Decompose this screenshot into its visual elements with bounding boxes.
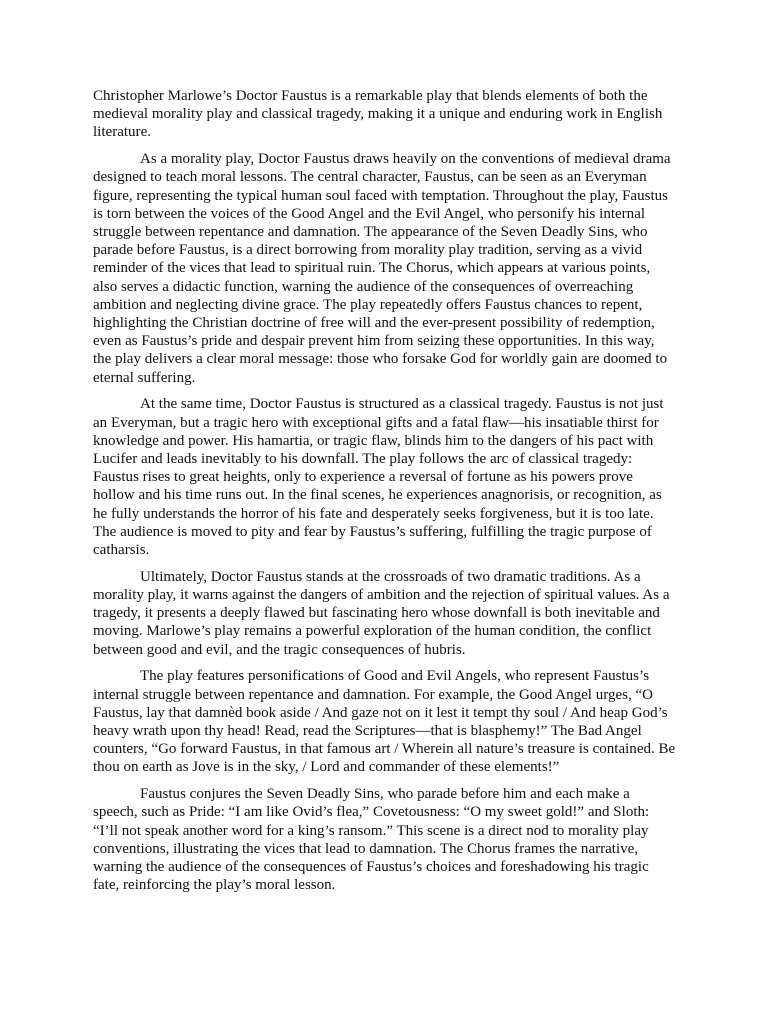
classical-tragedy-paragraph: At the same time, Doctor Faustus is structured as a classical tragedy. Faustus is not just an Everyman, but a tragic hero with exceptional gifts and a fatal flaw—his insatiable thirst for knowledge and power. His hamartia, or tragic flaw, blinds him to the dangers of his pact with Lucifer and leads inevitably to his downfall. The play follows the arc of classical tragedy: Faustus rises to great heights, only to experience a reversal of fortune as his powers prove hollow and his time runs out. In the final scenes, he experiences anagnorisis, or recognition, as he fully understands the horror of his fate and desperately seeks forgiveness, but it is too late. The audience is moved to pity and fear by Faustus’s suffering, fulfilling the tragic purpose of catharsis.: [93, 396, 664, 559]
morality-play-paragraph: As a morality play, Doctor Faustus draws heavily on the conventions of medieval drama designed to teach moral lessons. The central character, Faustus, can be seen as an Everyman figure, representing the typical human soul faced with temptation. Throughout the play, Faustus is torn between the voices of the Good Angel and the Evil Angel, who personify his internal struggle between repentance and damnation. The appearance of the Seven Deadly Sins, who parade before Faustus, is a direct borrowing from morality play tradition, serving as a vivid reminder of the vices that lead to spiritual ruin. The Chorus, which appears at various points, also serves a didactic function, warning the audience of the consequences of overreaching ambition and neglecting divine grace. The play repeatedly offers Faustus chances to repent, highlighting the Christian doctrine of free will and the ever-present possibility of redemption, even as Faustus’s pride and despair prevent him from seizing these opportunities. In this way, the play delivers a clear moral message: those who forsake God for worldly gain are doomed to eternal suffering.: [93, 151, 671, 386]
deadly-sins-paragraph: Faustus conjures the Seven Deadly Sins, who parade before him and each make a speech, such as Pride: “I am like Ovid’s flea,” Covetousness: “O my sweet gold!” and Sloth: “I’ll not speak another word for a king’s ransom.” This scene is a direct nod to morality play conventions, illustrating the vices that lead to damnation. The Chorus frames the narrative, warning the audience of the consequences of Faustus’s choices and foreshadowing his tragic fate, reinforcing the play’s moral lesson.: [93, 786, 650, 894]
document-page: [93, 87, 676, 903]
angels-paragraph: The play features personifications of Good and Evil Angels, who represent Faustus’s internal struggle between repentance and damnation. For example, the Good Angel urges, “O Faustus, lay that damnèd book aside / And gaze not on it lest it tempt thy soul / And heap God’s heavy wrath upon thy head! Read, read the Scriptures—that is blasphemy!” The Bad Angel counters, “Go forward Faustus, in that famous art / Wherein all nature’s treasure is contained. Be thou on earth as Jove is in the sky, / Lord and commander of these elements!”: [93, 668, 676, 776]
intro-paragraph: Christopher Marlowe’s Doctor Faustus is a remarkable play that blends elements of both the medieval morality play and classical tragedy, making it a unique and enduring work in English literature.: [93, 88, 663, 141]
conclusion-paragraph: Ultimately, Doctor Faustus stands at the crossroads of two dramatic traditions. As a morality play, it warns against the dangers of ambition and the rejection of spiritual values. As a tragedy, it presents a deeply flawed but fascinating hero whose downfall is both inevitable and moving. Marlowe’s play remains a powerful exploration of the human condition, the conflict between good and evil, and the tragic consequences of hubris.: [93, 568, 670, 658]
